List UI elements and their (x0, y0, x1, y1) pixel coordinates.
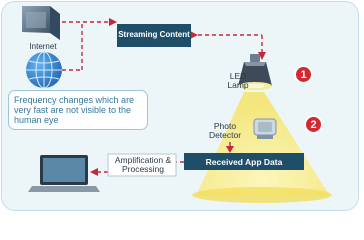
photo-detector-icon (254, 119, 276, 139)
laptop-icon (28, 155, 100, 192)
streaming-content-box: Streaming Content (117, 24, 191, 47)
light-cone (196, 92, 330, 196)
frequency-note: Frequency changes which are very fast are not visible to the human eye (8, 90, 148, 130)
globe-icon (26, 52, 62, 88)
photo-detector-label: Photo Detector (208, 121, 242, 140)
led-lamp-label: LED Lamp (227, 71, 249, 90)
received-app-data-box: Received App Data (184, 153, 304, 170)
internet-label: Internet (29, 42, 57, 51)
step-badge-2: 2 (304, 115, 323, 134)
step-badge-1: 1 (294, 65, 313, 84)
amplification-label: Amplification & Processing (114, 155, 172, 174)
internet-box-icon (22, 6, 60, 40)
light-pool (192, 187, 332, 203)
